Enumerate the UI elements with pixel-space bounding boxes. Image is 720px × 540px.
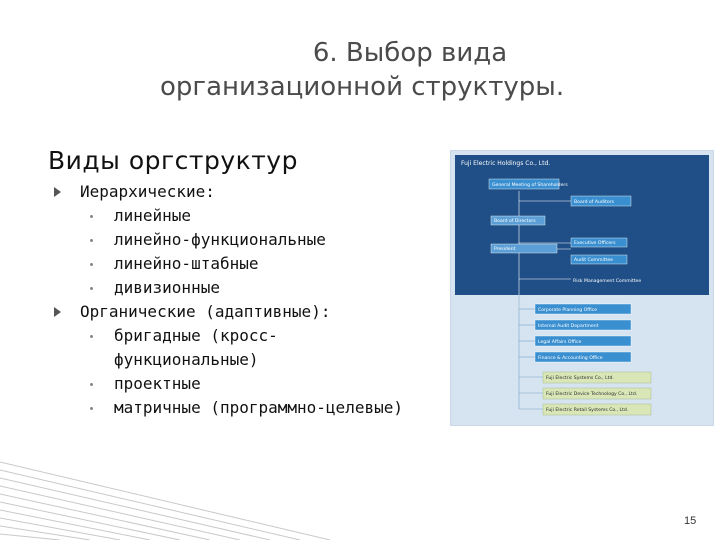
dot-bullet-icon xyxy=(90,383,93,386)
list-item: дивизионные xyxy=(52,276,452,300)
org-box-right-2: Executive Officers xyxy=(574,241,616,246)
slide-subtitle: Виды оргструктур xyxy=(48,146,298,175)
org-box-right-1: Board of Auditors xyxy=(574,200,614,205)
group-hierarchical xyxy=(52,180,452,204)
org-box-bottom-1: Fuji Electric Systems Co., Ltd. xyxy=(546,376,614,381)
org-box-bottom-3: Fuji Electric Retail Systems Co., Ltd. xyxy=(546,408,629,413)
org-box-lower-3: Legal Affairs Office xyxy=(538,340,582,345)
org-box-left-2: President xyxy=(494,247,516,252)
list-item: матричные (программно-целевые) xyxy=(52,396,452,420)
dot-bullet-icon xyxy=(90,263,93,266)
org-chart-header: Fuji Electric Holdings Co., Ltd. xyxy=(461,160,551,167)
dot-bullet-icon xyxy=(90,287,93,290)
org-box-lower-1: Corporate Planning Office xyxy=(538,308,598,313)
org-box-right-4: Risk Management Committee xyxy=(573,279,642,284)
group-label: Органические (адаптивные): xyxy=(80,302,331,321)
org-box-left-1: Board of Directors xyxy=(494,219,536,224)
dot-bullet-icon xyxy=(90,239,93,242)
slide-title xyxy=(140,36,620,104)
list-item: проектные xyxy=(52,372,452,396)
arrow-bullet-icon xyxy=(54,307,61,317)
org-chart-image xyxy=(450,150,714,426)
list-item: бригадные (кросс- xyxy=(52,324,452,348)
org-box-lower-2: Internal Audit Department xyxy=(538,324,599,329)
page-number: 15 xyxy=(684,515,697,527)
group-label: Иерархические: xyxy=(80,182,215,201)
group-organic xyxy=(52,300,452,324)
dot-bullet-icon xyxy=(90,215,93,218)
org-box-right-3: Audit Committee xyxy=(574,258,614,263)
org-box-lower-4: Finance & Accounting Office xyxy=(538,356,603,361)
list-item: линейно-функциональные xyxy=(52,228,452,252)
title-line-2: организационной структуры. xyxy=(160,72,565,102)
list-item: линейно-штабные xyxy=(52,252,452,276)
arrow-bullet-icon xyxy=(54,187,61,197)
org-box-top: General Meeting of Shareholders xyxy=(492,183,568,188)
list-item: линейные xyxy=(52,204,452,228)
title-line-1: 6. Выбор вида xyxy=(312,38,508,68)
bullet-list xyxy=(52,180,452,420)
list-item-continuation: функциональные) xyxy=(114,350,259,369)
dot-bullet-icon xyxy=(90,407,93,410)
dot-bullet-icon xyxy=(90,335,93,338)
org-box-bottom-2: Fuji Electric Device Technology Co., Ltd. xyxy=(546,392,638,397)
